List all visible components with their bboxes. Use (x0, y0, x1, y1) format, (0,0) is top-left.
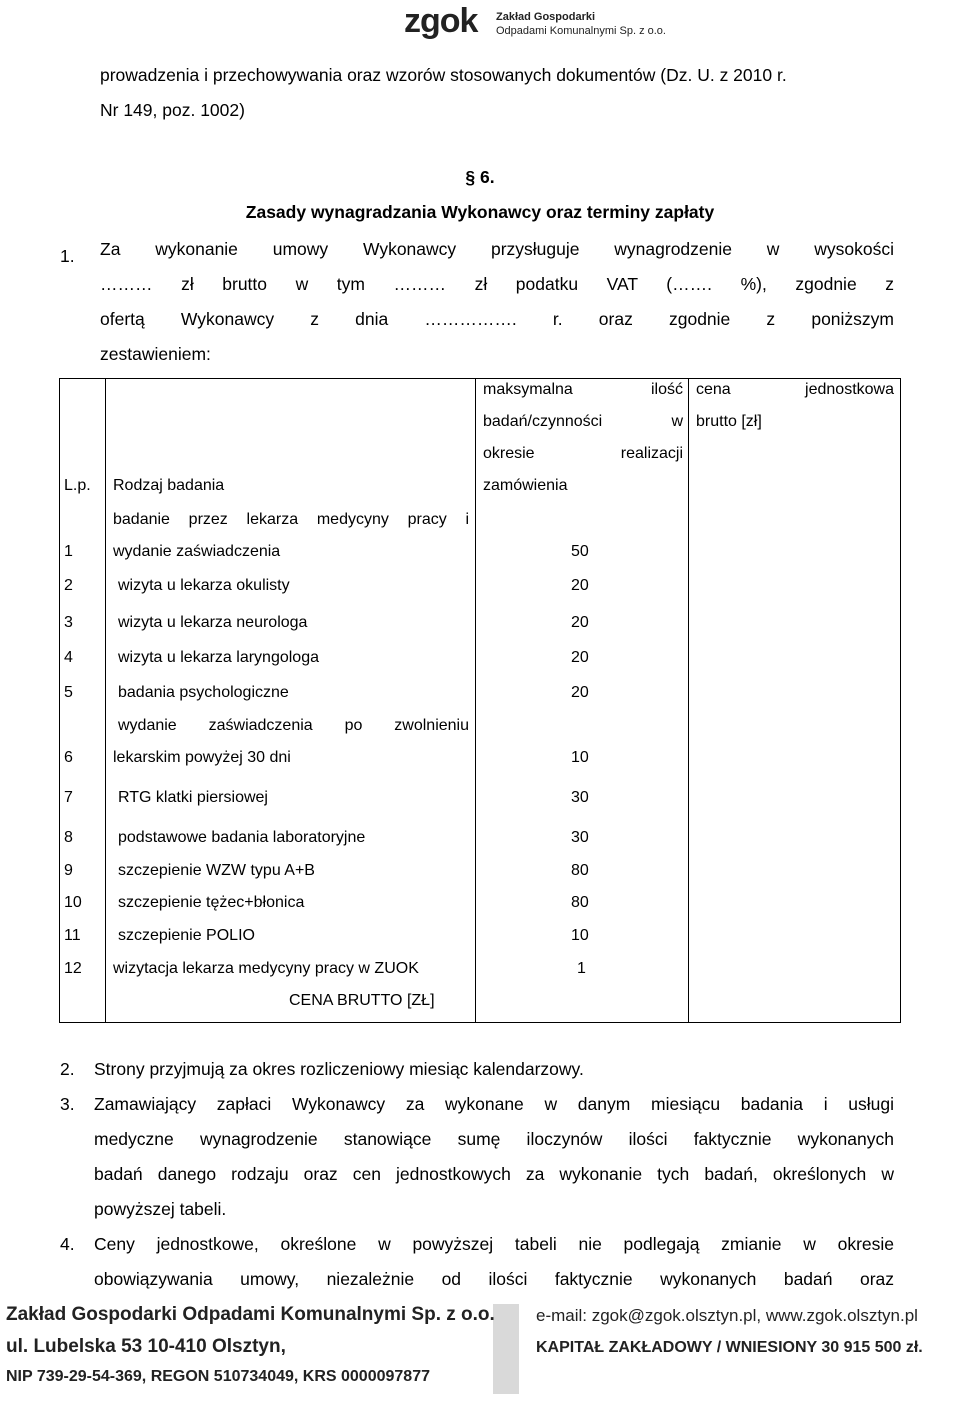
row-name: wizytacja lekarza medycyny pracy w ZUOK (113, 960, 419, 977)
clause-line: Ceny jednostkowe, określone w powyższej tabeli nie podlegają zmianie w okresie (94, 1234, 894, 1254)
logo-wordmark: zgok (404, 2, 478, 40)
table-divider (105, 379, 106, 1022)
row-name: wizyta u lekarza okulisty (118, 577, 290, 594)
row-lp: 2 (64, 577, 73, 594)
row-qty: 1 (577, 960, 586, 977)
clause-2-text (94, 1052, 894, 1087)
header-lp: L.p. (64, 477, 91, 494)
table-divider (688, 379, 689, 1022)
clause-line: ofertą Wykonawcy z dnia ……………. r. oraz zgodnie z poniższym (100, 309, 894, 329)
row-name: RTG klatki piersiowej (118, 789, 268, 806)
row-qty: 80 (571, 894, 589, 911)
row-qty: 20 (571, 614, 589, 631)
footer-company: Zakład Gospodarki Odpadami Komunalnymi Sp. z o.o. (6, 1304, 495, 1325)
footer-address: ul. Lubelska 53 10-410 Olsztyn, (6, 1336, 286, 1357)
row-name-line: lekarskim powyżej 30 dni (113, 749, 291, 766)
clause-1-text (100, 232, 894, 372)
row-name: wizyta u lekarza neurologa (118, 614, 308, 631)
row-name (113, 710, 469, 774)
row-lp: 10 (64, 894, 82, 911)
clause-line: Zamawiający zapłaci Wykonawcy za wykonane w danym miesiącu badania i usługi (94, 1094, 894, 1114)
row-lp: 3 (64, 614, 73, 631)
header-cena-line: cena jednostkowa (696, 381, 894, 398)
header-cena-line: brutto [zł] (696, 413, 762, 430)
row-name-line: wydanie zaświadczenia po zwolnieniu (118, 717, 469, 734)
clause-4-text (94, 1227, 894, 1297)
header-rodzaj: Rodzaj badania (113, 477, 225, 494)
clause-1-number: 1. (60, 246, 75, 266)
clause-line: Za wykonanie umowy Wykonawcy przysługuje wynagrodzenie w wysokości (100, 239, 894, 259)
intro-line: prowadzenia i przechowywania oraz wzorów stosowanych dokumentów (Dz. U. z 2010 r. (100, 65, 787, 85)
row-qty: 20 (571, 649, 589, 666)
row-name: szczepienie tężec+błonica (118, 894, 305, 911)
row-lp: 5 (64, 684, 73, 701)
company-logo (400, 2, 666, 44)
row-lp: 12 (64, 960, 82, 977)
row-qty: 30 (571, 829, 589, 846)
footer-ids: NIP 739-29-54-369, REGON 510734049, KRS 0000097877 (6, 1368, 430, 1385)
intro-line: Nr 149, poz. 1002) (100, 100, 245, 120)
header-ilosc-line: okresie realizacji (483, 445, 683, 462)
clause-line: zestawieniem: (100, 344, 211, 364)
intro-paragraph (100, 58, 895, 128)
row-qty: 20 (571, 577, 589, 594)
clause-line: obowiązywania umowy, niezależnie od ilości faktycznie wykonanych badań oraz (94, 1269, 894, 1289)
footer-contact: e-mail: zgok@zgok.olsztyn.pl, www.zgok.olsztyn.pl (536, 1306, 918, 1325)
clause-line: badań danego rodzaju oraz cen jednostkowych za wykonanie tych badań, określonych w (94, 1164, 894, 1184)
table-divider (475, 379, 476, 1022)
section-number: § 6. (465, 167, 495, 187)
footer-capital: KAPITAŁ ZAKŁADOWY / WNIESIONY 30 915 500 zł. (536, 1339, 923, 1356)
clause-line: powyższej tabeli. (94, 1199, 227, 1219)
row-lp: 9 (64, 862, 73, 879)
section-title: Zasady wynagradzania Wykonawcy oraz terminy zapłaty (245, 202, 715, 222)
header-ilosc (483, 374, 683, 502)
row-lp: 11 (64, 927, 81, 944)
row-name: szczepienie WZW typu A+B (118, 862, 315, 879)
page-footer (0, 1296, 960, 1403)
row-qty: 30 (571, 789, 589, 806)
row-qty: 20 (571, 684, 589, 701)
price-table (59, 378, 901, 1023)
row-name: badania psychologiczne (118, 684, 289, 701)
logo-company-line1: Zakład Gospodarki (496, 11, 596, 23)
row-qty: 50 (571, 543, 589, 560)
row-lp: 7 (64, 789, 73, 806)
clause-line: medyczne wynagrodzenie stanowiące sumę iloczynów ilości faktycznie wykonanych (94, 1129, 894, 1149)
clause-3-number: 3. (60, 1094, 75, 1114)
clause-4-number: 4. (60, 1234, 75, 1254)
row-qty: 80 (571, 862, 589, 879)
clause-3-text (94, 1087, 894, 1227)
row-lp: 1 (64, 543, 73, 560)
row-lp: 4 (64, 649, 73, 666)
row-name-line: wydanie zaświadczenia (113, 543, 281, 560)
header-cena (696, 374, 894, 438)
row-qty: 10 (571, 749, 589, 766)
row-name (113, 504, 469, 568)
clause-line: Strony przyjmują za okres rozliczeniowy miesiąc kalendarzowy. (94, 1059, 584, 1079)
row-name-line: badanie przez lekarza medycyny pracy i (113, 511, 469, 528)
header-ilosc-line: maksymalna ilość (483, 381, 683, 398)
total-label: CENA BRUTTO [ZŁ] (289, 992, 435, 1009)
footer-divider (493, 1304, 519, 1394)
row-name: szczepienie POLIO (118, 927, 255, 944)
row-name: wizyta u lekarza laryngologa (118, 649, 319, 666)
logo-company-line2: Odpadami Komunalnymi Sp. z o.o. (496, 25, 666, 37)
row-lp: 6 (64, 749, 73, 766)
header-ilosc-line: zamówienia (483, 477, 568, 494)
row-qty: 10 (571, 927, 589, 944)
header-ilosc-line: badań/czynności w (483, 413, 683, 430)
row-name: podstawowe badania laboratoryjne (118, 829, 366, 846)
clause-line: ……… zł brutto w tym ……… zł podatku VAT (……. %), zgodnie z (100, 274, 894, 294)
row-lp: 8 (64, 829, 73, 846)
clause-2-number: 2. (60, 1059, 75, 1079)
